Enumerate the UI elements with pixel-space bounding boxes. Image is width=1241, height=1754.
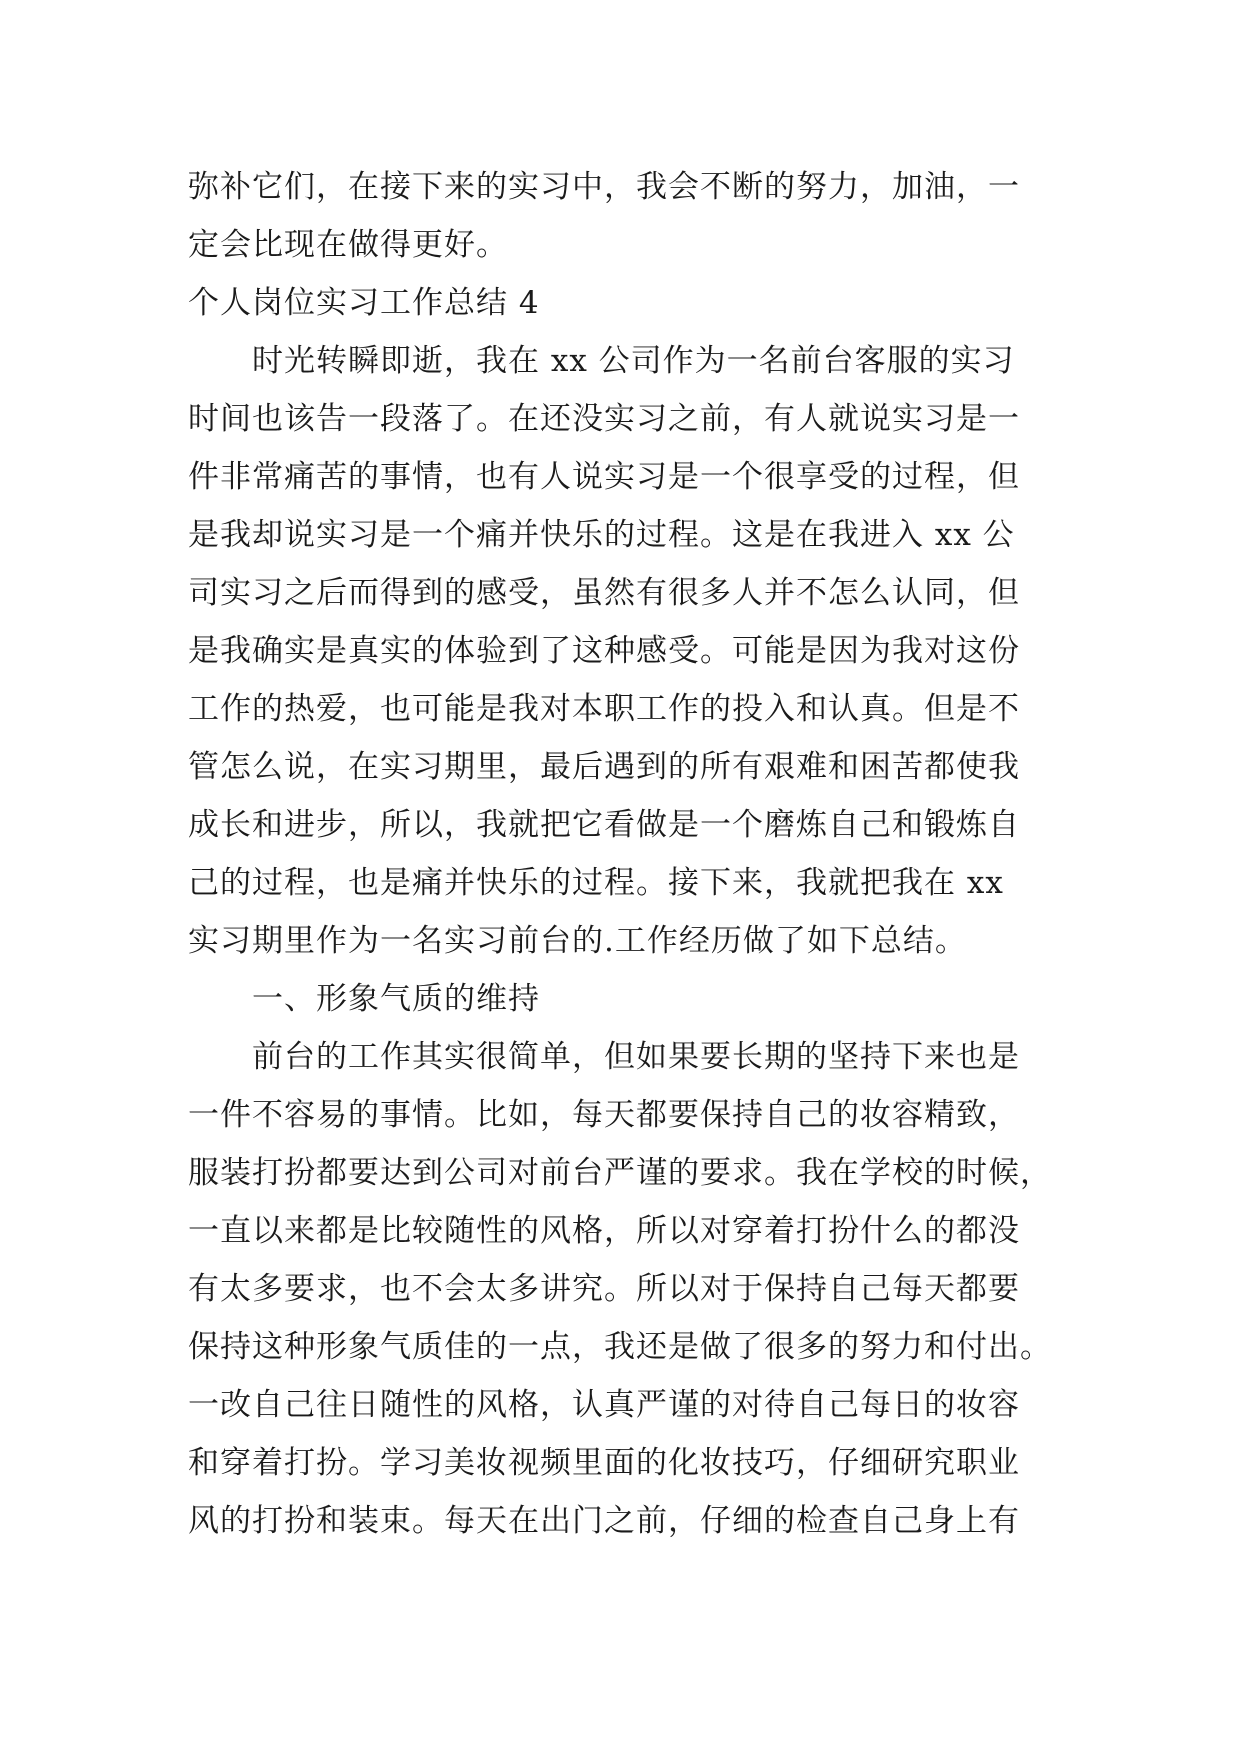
text-line: 件非常痛苦的事情，也有人说实习是一个很享受的过程，但	[188, 459, 1020, 495]
text-line: 服装打扮都要达到公司对前台严谨的要求。我在学校的时候，	[188, 1155, 1052, 1191]
text-line: 工作的热爱，也可能是我对本职工作的投入和认真。但是不	[188, 691, 1020, 727]
text-line: 定会比现在做得更好。	[188, 227, 508, 263]
text-line: 和穿着打扮。学习美妆视频里面的化妆技巧，仔细研究职业	[188, 1445, 1020, 1481]
document-body	[188, 158, 1068, 1550]
text-line: 保持这种形象气质佳的一点，我还是做了很多的努力和付出。	[188, 1329, 1052, 1365]
text-line: 风的打扮和装束。每天在出门之前，仔细的检查自己身上有	[188, 1503, 1020, 1539]
text-line: 时间也该告一段落了。在还没实习之前，有人就说实习是一	[188, 401, 1020, 437]
text-line: 一件不容易的事情。比如，每天都要保持自己的妆容精致，	[188, 1097, 1020, 1133]
subheading: 一、形象气质的维持	[252, 981, 540, 1017]
text-line: 有太多要求，也不会太多讲究。所以对于保持自己每天都要	[188, 1271, 1020, 1307]
text-line: 实习期里作为一名实习前台的.工作经历做了如下总结。	[188, 923, 967, 959]
text-line: 成长和进步，所以，我就把它看做是一个磨炼自己和锻炼自	[188, 807, 1020, 843]
text-line: 管怎么说，在实习期里，最后遇到的所有艰难和困苦都使我	[188, 749, 1020, 785]
text-line: 是我确实是真实的体验到了这种感受。可能是因为我对这份	[188, 633, 1020, 669]
paragraph-first-line: 时光转瞬即逝，我在 xx 公司作为一名前台客服的实习	[252, 343, 1015, 379]
text-line: 司实习之后而得到的感受，虽然有很多人并不怎么认同，但	[188, 575, 1020, 611]
text-line: 是我却说实习是一个痛并快乐的过程。这是在我进入 xx 公	[188, 517, 1015, 553]
text-line: 一直以来都是比较随性的风格，所以对穿着打扮什么的都没	[188, 1213, 1020, 1249]
text-line: 弥补它们，在接下来的实习中，我会不断的努力，加油，一	[188, 169, 1020, 205]
paragraph-first-line: 前台的工作其实很简单，但如果要长期的坚持下来也是	[252, 1039, 1020, 1075]
text-line: 己的过程，也是痛并快乐的过程。接下来，我就把我在 xx	[188, 865, 1004, 901]
text-line: 一改自己往日随性的风格，认真严谨的对待自己每日的妆容	[188, 1387, 1020, 1423]
section-heading: 个人岗位实习工作总结 4	[188, 285, 540, 321]
